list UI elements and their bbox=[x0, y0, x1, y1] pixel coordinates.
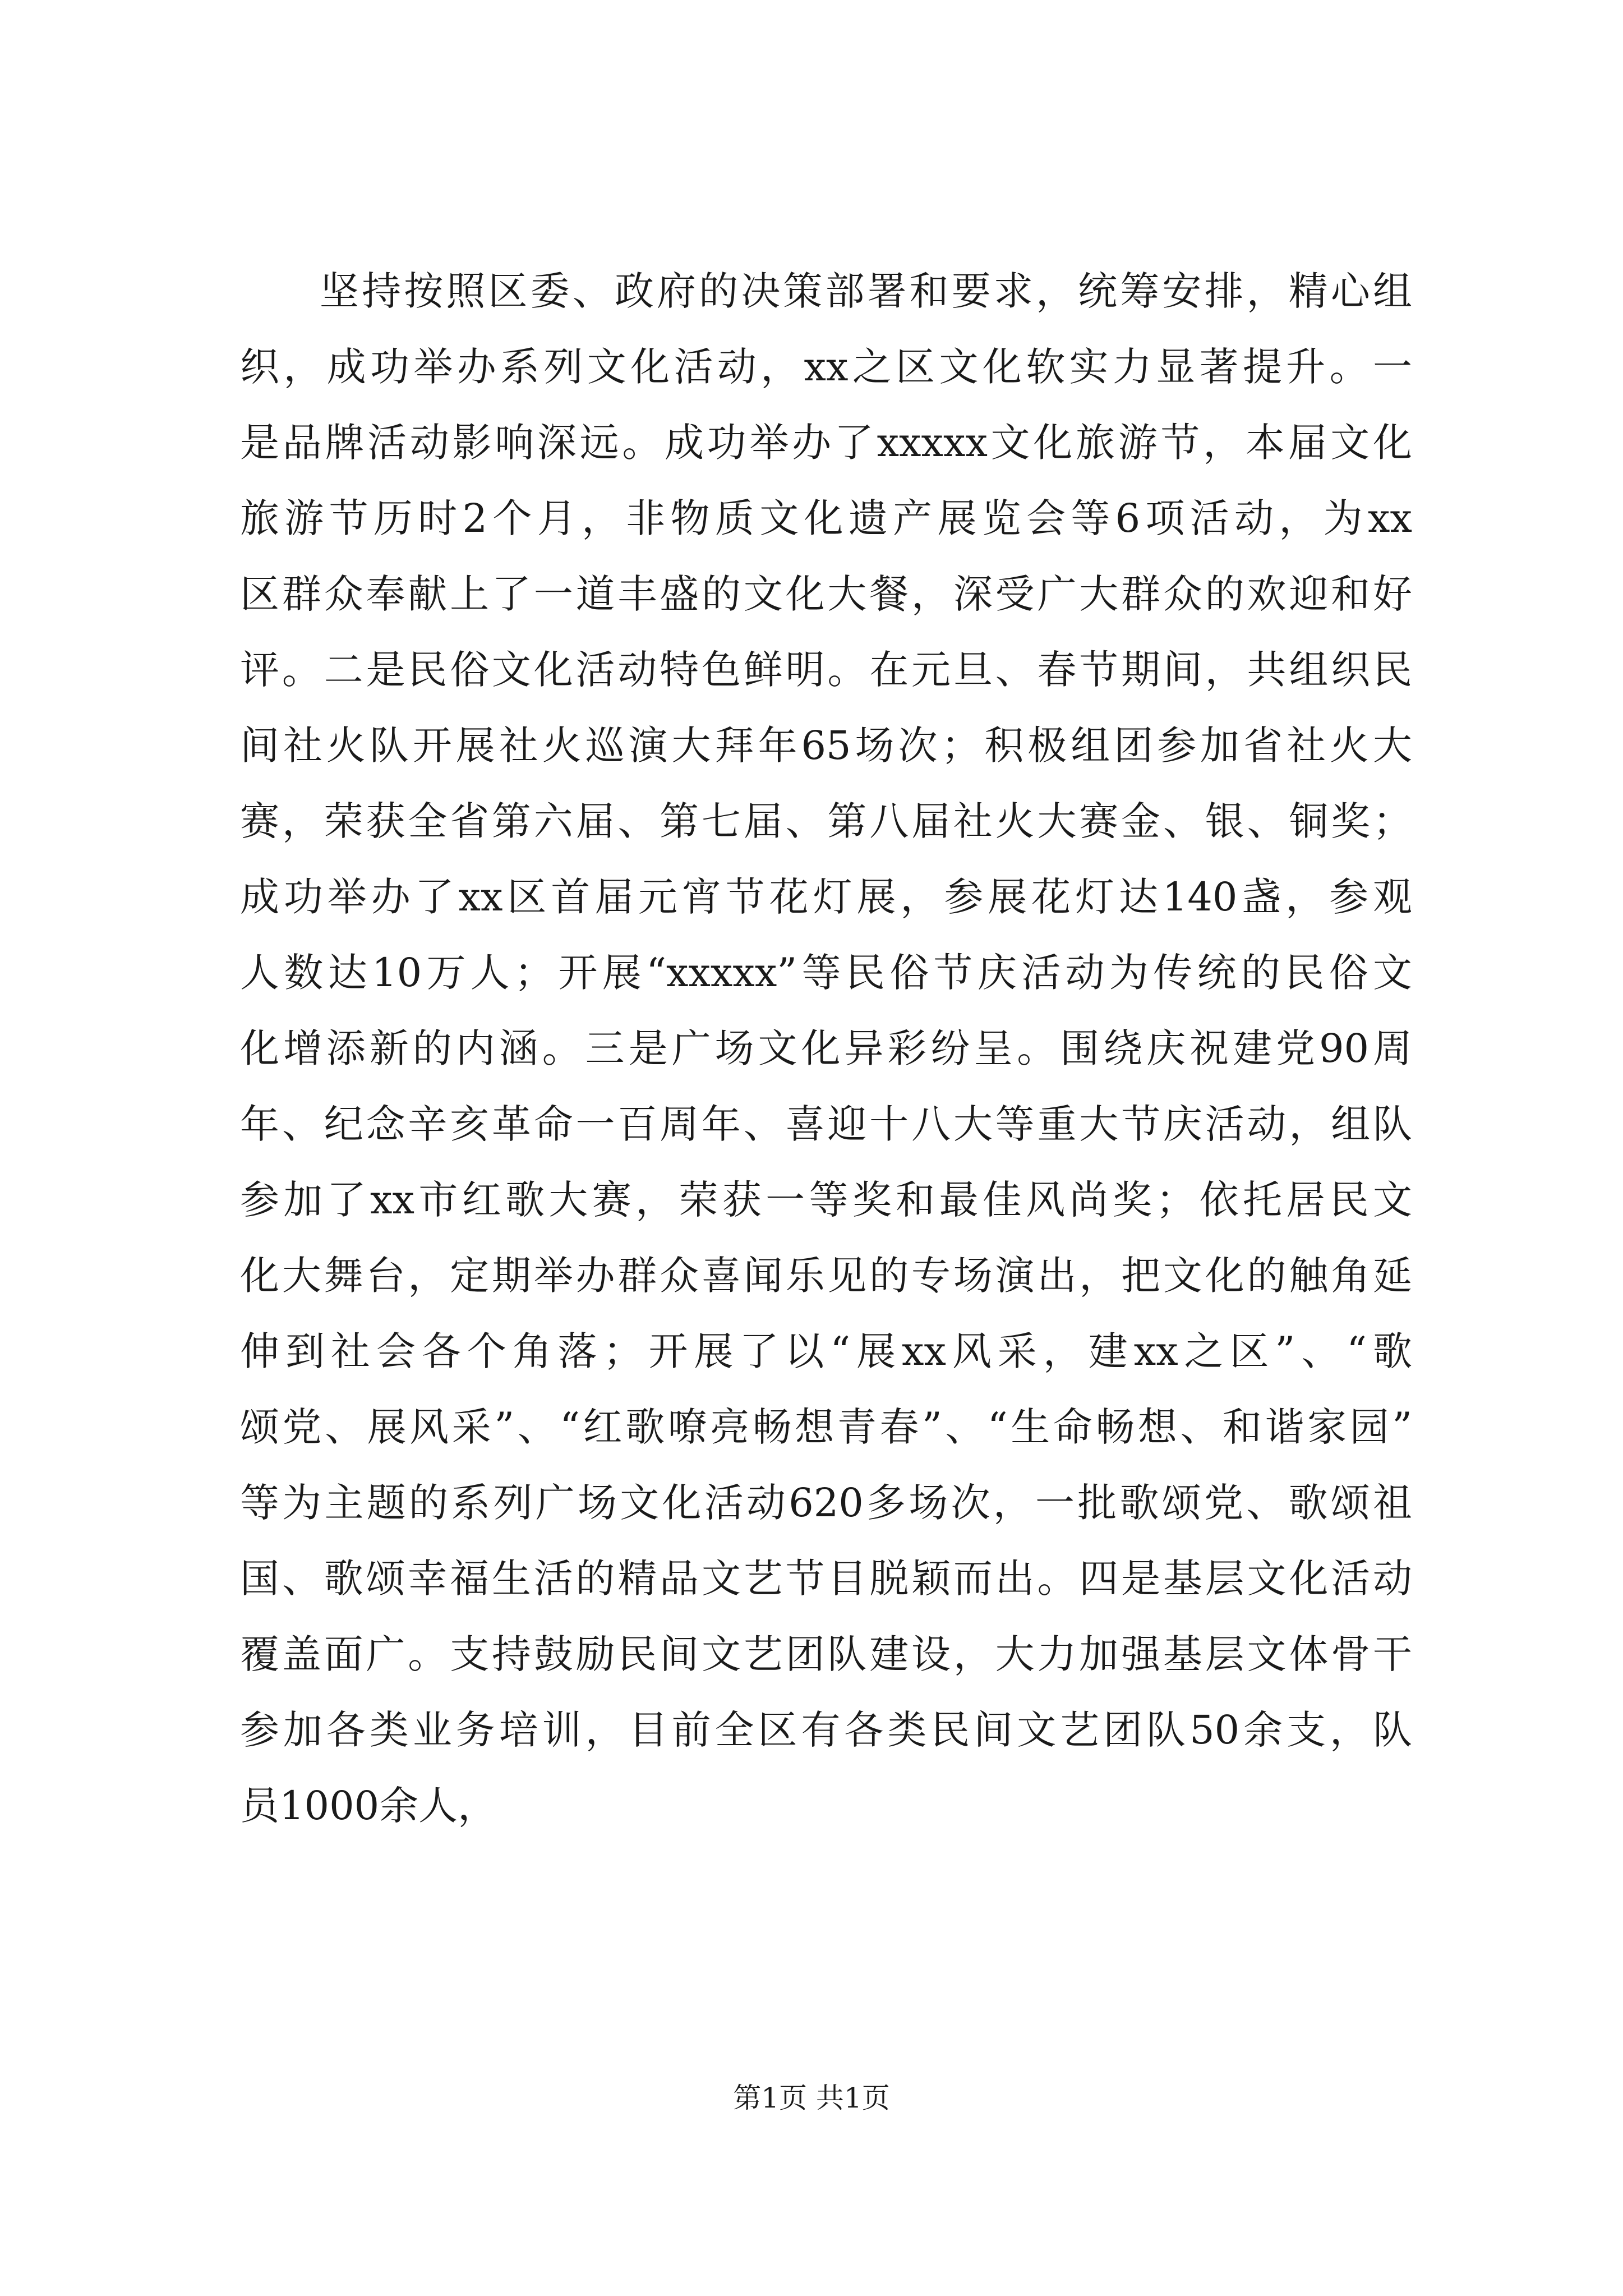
paragraph-line: 伸到社会各个角落；开展了以“展xx风采，建xx之区”、“歌 bbox=[240, 1328, 1412, 1374]
paragraph-line: 间社火队开展社火巡演大拜年65场次；积极组团参加省社火大 bbox=[240, 723, 1412, 769]
paragraph-line: 化大舞台，定期举办群众喜闻乐见的专场演出，把文化的触角延 bbox=[240, 1253, 1412, 1299]
paragraph-line: 化增添新的内涵。三是广场文化异彩纷呈。围绕庆祝建党90周 bbox=[240, 1025, 1412, 1071]
paragraph-line: 坚持按照区委、政府的决策部署和要求，统筹安排，精心组 bbox=[320, 268, 1412, 314]
paragraph-line: 人数达10万人；开展“xxxxx”等民俗节庆活动为传统的民俗文 bbox=[240, 950, 1412, 996]
page-footer: 第1页 共1页 bbox=[733, 2082, 890, 2114]
paragraph-line: 织，成功举办系列文化活动，xx之区文化软实力显著提升。一 bbox=[240, 344, 1412, 390]
paragraph-line: 覆盖面广。支持鼓励民间文艺团队建设，大力加强基层文体骨干 bbox=[240, 1631, 1412, 1677]
paragraph-line: 参加了xx市红歌大赛，荣获一等奖和最佳风尚奖；依托居民文 bbox=[240, 1177, 1412, 1223]
paragraph-line: 成功举办了xx区首届元宵节花灯展，参展花灯达140盏，参观 bbox=[240, 874, 1412, 920]
paragraph-line: 年、纪念辛亥革命一百周年、喜迎十八大等重大节庆活动，组队 bbox=[240, 1101, 1412, 1147]
paragraph-line: 是品牌活动影响深远。成功举办了xxxxx文化旅游节，本届文化 bbox=[240, 420, 1412, 466]
paragraph-line: 评。二是民俗文化活动特色鲜明。在元旦、春节期间，共组织民 bbox=[240, 647, 1412, 693]
paragraph-line: 赛，荣获全省第六届、第七届、第八届社火大赛金、银、铜奖； bbox=[240, 798, 1412, 844]
paragraph-line: 颂党、展风采”、“红歌嘹亮畅想青春”、“生命畅想、和谐家园” bbox=[240, 1404, 1412, 1450]
paragraph-line: 等为主题的系列广场文化活动620多场次，一批歌颂党、歌颂祖 bbox=[240, 1480, 1412, 1526]
paragraph-line: 区群众奉献上了一道丰盛的文化大餐，深受广大群众的欢迎和好 bbox=[240, 571, 1412, 617]
paragraph-line: 参加各类业务培训，目前全区有各类民间文艺团队50余支，队 bbox=[240, 1707, 1412, 1753]
body-paragraph bbox=[240, 254, 1412, 1844]
paragraph-line: 国、歌颂幸福生活的精品文艺节目脱颖而出。四是基层文化活动 bbox=[240, 1556, 1412, 1602]
paragraph-line: 员1000余人， bbox=[240, 1783, 497, 1829]
paragraph-line: 旅游节历时2个月，非物质文化遗产展览会等6项活动，为xx bbox=[240, 495, 1412, 541]
